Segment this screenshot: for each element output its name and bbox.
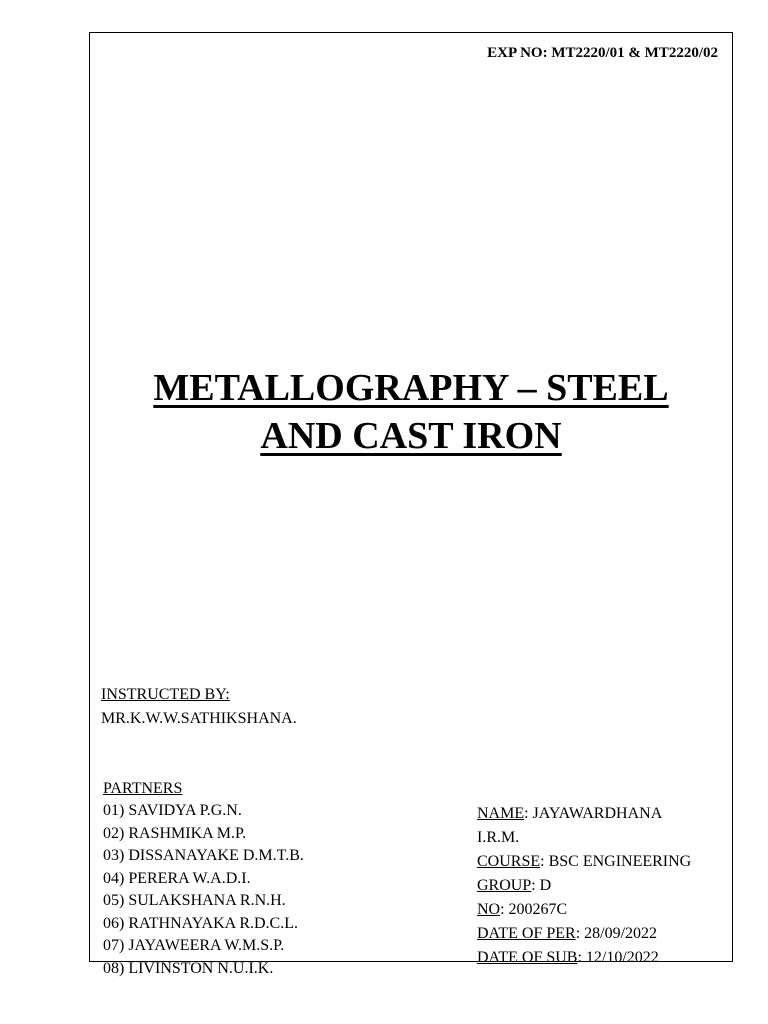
student-details bbox=[477, 802, 722, 970]
group-row bbox=[477, 874, 722, 898]
list-item: 01) SAVIDYA P.G.N. bbox=[103, 802, 242, 819]
name-key: NAME bbox=[477, 805, 525, 822]
group-value: : D bbox=[531, 877, 552, 894]
partners-block bbox=[103, 778, 304, 980]
list-item: 03) DISSANAYAKE D.M.T.B. bbox=[103, 847, 304, 864]
number-row bbox=[477, 898, 722, 922]
number-value: : 200267C bbox=[500, 901, 568, 918]
number-key: NO bbox=[477, 901, 501, 918]
course-row bbox=[477, 850, 722, 874]
name-row-continued: I.R.M. bbox=[477, 829, 520, 846]
instructor-label: INSTRUCTED BY: bbox=[101, 686, 230, 703]
name-row bbox=[477, 802, 722, 826]
course-value: : BSC ENGINEERING bbox=[540, 853, 692, 870]
partners-label: PARTNERS bbox=[103, 780, 183, 797]
group-key: GROUP bbox=[477, 877, 532, 894]
instructor-name: MR.K.W.W.SATHIKSHANA. bbox=[101, 710, 297, 727]
list-item: 05) SULAKSHANA R.N.H. bbox=[103, 892, 286, 909]
list-item: 06) RATHNAYAKA R.D.C.L. bbox=[103, 914, 298, 932]
date-submitted-key: DATE OF SUB bbox=[477, 949, 578, 966]
date-performed-value: : 28/09/2022 bbox=[575, 925, 658, 942]
title-line-1: METALLOGRAPHY – STEEL bbox=[153, 367, 669, 409]
experiment-number: EXP NO: MT2220/01 & MT2220/02 bbox=[487, 45, 718, 61]
date-performed-key: DATE OF PER bbox=[477, 925, 576, 942]
name-value: : JAYAWARDHANA bbox=[524, 805, 663, 822]
list-item: 04) PERERA W.A.D.I. bbox=[103, 869, 251, 887]
date-submitted-row bbox=[477, 946, 722, 970]
list-item: 07) JAYAWEERA W.M.S.P. bbox=[103, 937, 285, 954]
instructor-block bbox=[101, 683, 297, 731]
list-item: 08) LIVINSTON N.U.I.K. bbox=[103, 959, 274, 977]
list-item: 02) RASHMIKA M.P. bbox=[103, 824, 247, 842]
title-line-2: AND CAST IRON bbox=[260, 415, 562, 457]
date-performed-row bbox=[477, 922, 722, 946]
partners-list bbox=[103, 800, 304, 980]
course-key: COURSE bbox=[477, 853, 541, 870]
date-submitted-value: : 12/10/2022 bbox=[577, 949, 659, 966]
report-title bbox=[89, 364, 733, 460]
